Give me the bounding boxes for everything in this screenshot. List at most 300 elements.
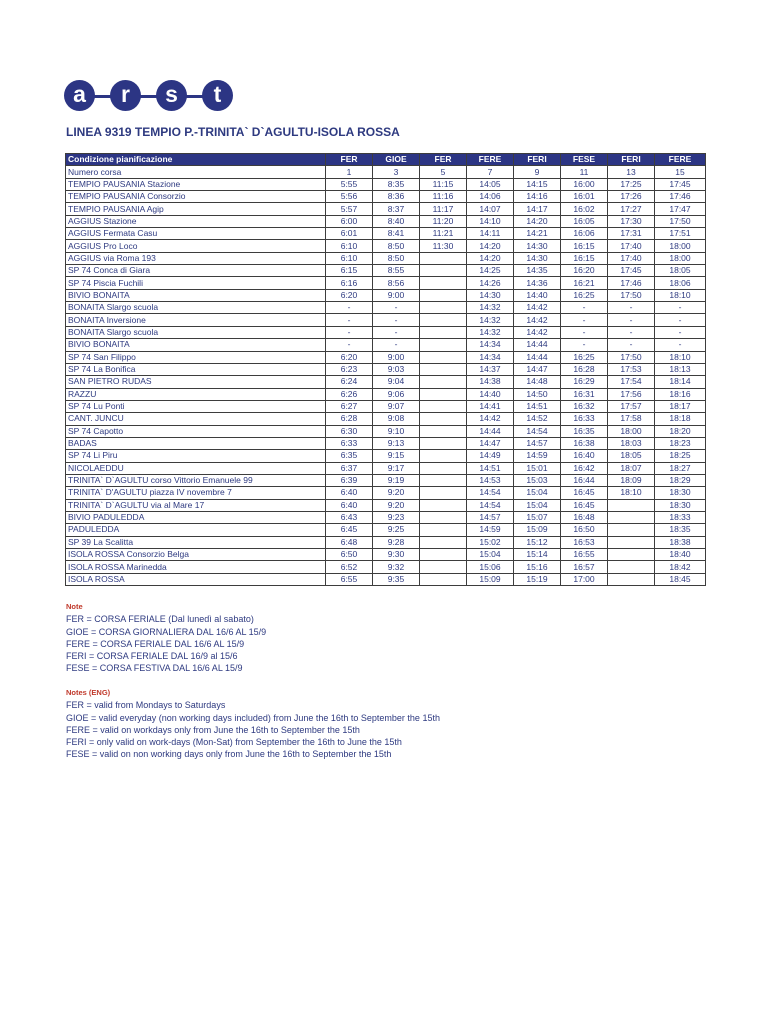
time-cell: - <box>608 302 655 314</box>
time-cell: 14:25 <box>467 265 514 277</box>
time-cell: 14:54 <box>514 425 561 437</box>
stop-name-cell: RAZZU <box>66 388 326 400</box>
time-cell: 9 <box>514 166 561 178</box>
time-cell: - <box>608 326 655 338</box>
time-cell: 14:37 <box>467 363 514 375</box>
time-cell <box>420 425 467 437</box>
time-cell <box>420 573 467 585</box>
time-cell: - <box>373 314 420 326</box>
logo-letter-a: a <box>64 80 95 111</box>
time-cell: 14:48 <box>514 376 561 388</box>
time-cell: 16:01 <box>561 191 608 203</box>
time-cell: - <box>655 302 706 314</box>
time-cell: - <box>326 339 373 351</box>
stop-name-cell: CANT. JUNCU <box>66 413 326 425</box>
time-cell <box>420 511 467 523</box>
time-cell: 6:52 <box>326 561 373 573</box>
time-cell: 17:46 <box>608 277 655 289</box>
time-cell: 16:15 <box>561 252 608 264</box>
timetable-header-row <box>66 154 706 166</box>
note-line: FERI = only valid on work-days (Mon-Sat) from September the 16th to June the 15th <box>66 737 402 748</box>
time-cell <box>420 339 467 351</box>
time-cell: 18:00 <box>655 252 706 264</box>
column-header: GIOE <box>373 154 420 166</box>
time-cell <box>420 487 467 499</box>
time-cell: 11:16 <box>420 191 467 203</box>
time-cell <box>420 376 467 388</box>
time-cell: 14:34 <box>467 351 514 363</box>
time-cell: 9:30 <box>373 549 420 561</box>
time-cell: 14:42 <box>514 326 561 338</box>
stop-name-cell: AGGIUS Fermata Casu <box>66 228 326 240</box>
table-row <box>66 400 706 412</box>
stop-name-cell: SP 74 La Bonifica <box>66 363 326 375</box>
time-cell: - <box>373 339 420 351</box>
note-line: GIOE = valid everyday (non working days included) from June the 16th to September the 15th <box>66 712 440 723</box>
time-cell: 15 <box>655 166 706 178</box>
time-cell: 15:16 <box>514 561 561 573</box>
time-cell: 14:51 <box>514 400 561 412</box>
time-cell: 14:57 <box>467 511 514 523</box>
stop-name-cell: ISOLA ROSSA <box>66 573 326 585</box>
time-cell: 18:30 <box>655 487 706 499</box>
time-cell: 14:47 <box>467 437 514 449</box>
time-cell: 18:27 <box>655 462 706 474</box>
time-cell: - <box>608 314 655 326</box>
time-cell: 17:45 <box>655 178 706 190</box>
stop-name-cell: SP 74 Capotto <box>66 425 326 437</box>
table-row <box>66 178 706 190</box>
time-cell: - <box>561 339 608 351</box>
time-cell: 6:10 <box>326 240 373 252</box>
time-cell: 16:28 <box>561 363 608 375</box>
time-cell: 8:50 <box>373 240 420 252</box>
time-cell: 6:23 <box>326 363 373 375</box>
time-cell: 18:23 <box>655 437 706 449</box>
stop-name-cell: AGGIUS Stazione <box>66 215 326 227</box>
time-cell: 17:56 <box>608 388 655 400</box>
table-row <box>66 228 706 240</box>
stop-name-cell: TRINITA` D`AGULTU corso Vittorio Emanuele 99 <box>66 474 326 486</box>
time-cell <box>608 573 655 585</box>
time-cell: 3 <box>373 166 420 178</box>
time-cell: 9:07 <box>373 400 420 412</box>
table-row <box>66 265 706 277</box>
time-cell: 9:28 <box>373 536 420 548</box>
column-header: FERI <box>514 154 561 166</box>
time-cell: 14:42 <box>467 413 514 425</box>
time-cell: 17:40 <box>608 240 655 252</box>
stop-name-cell: SP 39 La Scalitta <box>66 536 326 548</box>
table-row <box>66 437 706 449</box>
stop-name-cell: BONAITA Inversione <box>66 314 326 326</box>
time-cell: - <box>373 326 420 338</box>
time-cell <box>420 536 467 548</box>
note-line: FESE = valid on non working days only from June the 16th to September the 15th <box>66 749 392 760</box>
stop-name-cell: BIVIO BONAITA <box>66 339 326 351</box>
time-cell: 11:30 <box>420 240 467 252</box>
table-row <box>66 302 706 314</box>
time-cell: 16:25 <box>561 351 608 363</box>
time-cell: 6:55 <box>326 573 373 585</box>
time-cell: 14:30 <box>467 289 514 301</box>
time-cell: 9:03 <box>373 363 420 375</box>
time-cell: 14:44 <box>467 425 514 437</box>
time-cell <box>608 511 655 523</box>
time-cell: 17:26 <box>608 191 655 203</box>
time-cell: 9:13 <box>373 437 420 449</box>
stop-name-cell: BIVIO PADULEDDA <box>66 511 326 523</box>
time-cell <box>608 561 655 573</box>
time-cell: 14:20 <box>467 252 514 264</box>
time-cell: - <box>561 302 608 314</box>
time-cell: 6:26 <box>326 388 373 400</box>
time-cell: 9:25 <box>373 524 420 536</box>
time-cell <box>420 277 467 289</box>
table-row <box>66 487 706 499</box>
time-cell: - <box>608 339 655 351</box>
note-line: FERE = valid on workdays only from June the 16th to September the 15th <box>66 724 360 735</box>
time-cell: 17:00 <box>561 573 608 585</box>
time-cell: 18:29 <box>655 474 706 486</box>
time-cell: 16:06 <box>561 228 608 240</box>
stop-name-cell: TEMPIO PAUSANIA Agip <box>66 203 326 215</box>
stop-name-cell: BONAITA Slargo scuola <box>66 302 326 314</box>
time-cell <box>608 499 655 511</box>
time-cell: 11:21 <box>420 228 467 240</box>
table-row <box>66 462 706 474</box>
stop-name-cell: AGGIUS via Roma 193 <box>66 252 326 264</box>
logo-letter-t: t <box>202 80 233 111</box>
time-cell: 6:28 <box>326 413 373 425</box>
time-cell: 17:30 <box>608 215 655 227</box>
time-cell: 14:07 <box>467 203 514 215</box>
time-cell: 6:30 <box>326 425 373 437</box>
header-label: Condizione pianificazione <box>66 154 326 166</box>
time-cell: 6:40 <box>326 499 373 511</box>
time-cell: 5:56 <box>326 191 373 203</box>
time-cell: 16:29 <box>561 376 608 388</box>
time-cell: 14:53 <box>467 474 514 486</box>
time-cell: 15:12 <box>514 536 561 548</box>
logo-letter-r: r <box>110 80 141 111</box>
stop-name-cell: TEMPIO PAUSANIA Stazione <box>66 178 326 190</box>
time-cell <box>420 252 467 264</box>
time-cell: 16:44 <box>561 474 608 486</box>
time-cell: 14:40 <box>467 388 514 400</box>
time-cell: 6:45 <box>326 524 373 536</box>
table-row <box>66 425 706 437</box>
time-cell: 8:56 <box>373 277 420 289</box>
notes-italian <box>66 601 266 675</box>
time-cell: 6:16 <box>326 277 373 289</box>
time-cell: 14:36 <box>514 277 561 289</box>
time-cell: 18:20 <box>655 425 706 437</box>
note-line: FESE = CORSA FESTIVA DAL 16/6 AL 15/9 <box>66 663 243 674</box>
time-cell: 8:40 <box>373 215 420 227</box>
time-cell: 15:04 <box>514 487 561 499</box>
time-cell: 17:40 <box>608 252 655 264</box>
time-cell: 16:21 <box>561 277 608 289</box>
time-cell: 18:30 <box>655 499 706 511</box>
stop-name-cell: SP 74 Lu Ponti <box>66 400 326 412</box>
time-cell: 14:41 <box>467 400 514 412</box>
time-cell: 16:20 <box>561 265 608 277</box>
time-cell: 17:45 <box>608 265 655 277</box>
time-cell: 16:53 <box>561 536 608 548</box>
time-cell: 15:04 <box>514 499 561 511</box>
time-cell: 14:20 <box>467 240 514 252</box>
time-cell: 14:32 <box>467 302 514 314</box>
table-row <box>66 413 706 425</box>
time-cell: 18:07 <box>608 462 655 474</box>
time-cell: 15:19 <box>514 573 561 585</box>
time-cell: 18:25 <box>655 450 706 462</box>
time-cell: 6:39 <box>326 474 373 486</box>
time-cell: 9:10 <box>373 425 420 437</box>
notes-heading: Note <box>66 602 83 611</box>
logo-line <box>78 95 220 98</box>
time-cell: 9:32 <box>373 561 420 573</box>
time-cell: 17:46 <box>655 191 706 203</box>
time-cell: 17:57 <box>608 400 655 412</box>
time-cell: - <box>655 326 706 338</box>
time-cell: 18:18 <box>655 413 706 425</box>
page-title: LINEA 9319 TEMPIO P.-TRINITA` D`AGULTU-ISOLA ROSSA <box>66 125 400 139</box>
time-cell: - <box>326 314 373 326</box>
time-cell: 6:24 <box>326 376 373 388</box>
column-header: FER <box>326 154 373 166</box>
time-cell: 14:11 <box>467 228 514 240</box>
time-cell: 6:01 <box>326 228 373 240</box>
time-cell: 8:50 <box>373 252 420 264</box>
time-cell: 6:27 <box>326 400 373 412</box>
time-cell: 6:35 <box>326 450 373 462</box>
stop-name-cell: AGGIUS Pro Loco <box>66 240 326 252</box>
time-cell: 18:05 <box>608 450 655 462</box>
time-cell <box>420 265 467 277</box>
time-cell: 16:57 <box>561 561 608 573</box>
time-cell: 17:31 <box>608 228 655 240</box>
time-cell: 15:09 <box>514 524 561 536</box>
time-cell: 16:25 <box>561 289 608 301</box>
time-cell: 18:35 <box>655 524 706 536</box>
table-row <box>66 314 706 326</box>
time-cell: - <box>326 326 373 338</box>
time-cell: 14:59 <box>514 450 561 462</box>
stop-name-cell: BONAITA Slargo scuola <box>66 326 326 338</box>
note-line: GIOE = CORSA GIORNALIERA DAL 16/6 AL 15/9 <box>66 626 267 637</box>
time-cell: 14:44 <box>514 339 561 351</box>
table-row <box>66 474 706 486</box>
stop-name-cell: PADULEDDA <box>66 524 326 536</box>
time-cell: 6:00 <box>326 215 373 227</box>
time-cell: 8:55 <box>373 265 420 277</box>
table-row <box>66 277 706 289</box>
time-cell: 17:53 <box>608 363 655 375</box>
time-cell: 18:14 <box>655 376 706 388</box>
time-cell <box>420 450 467 462</box>
table-row <box>66 573 706 585</box>
time-cell: 18:00 <box>655 240 706 252</box>
time-cell: - <box>561 326 608 338</box>
column-header: FERI <box>608 154 655 166</box>
time-cell: 13 <box>608 166 655 178</box>
time-cell: 6:43 <box>326 511 373 523</box>
stop-name-cell: NICOLAEDDU <box>66 462 326 474</box>
time-cell <box>420 524 467 536</box>
time-cell: 17:47 <box>655 203 706 215</box>
time-cell <box>420 474 467 486</box>
stop-name-cell: SAN PIETRO RUDAS <box>66 376 326 388</box>
time-cell: 15:14 <box>514 549 561 561</box>
table-row <box>66 511 706 523</box>
time-cell: 16:05 <box>561 215 608 227</box>
time-cell: 14:35 <box>514 265 561 277</box>
time-cell <box>420 314 467 326</box>
time-cell: 14:17 <box>514 203 561 215</box>
time-cell: 16:00 <box>561 178 608 190</box>
table-row <box>66 191 706 203</box>
time-cell: 16:42 <box>561 462 608 474</box>
time-cell: 9:35 <box>373 573 420 585</box>
note-line: FER = valid from Mondays to Saturdays <box>66 700 226 711</box>
time-cell: 14:54 <box>467 499 514 511</box>
time-cell: 9:17 <box>373 462 420 474</box>
time-cell: 16:02 <box>561 203 608 215</box>
time-cell: 8:41 <box>373 228 420 240</box>
time-cell: 6:20 <box>326 289 373 301</box>
time-cell: 17:51 <box>655 228 706 240</box>
time-cell: 16:45 <box>561 487 608 499</box>
time-cell: 14:38 <box>467 376 514 388</box>
time-cell: 17:50 <box>608 289 655 301</box>
time-cell: 18:38 <box>655 536 706 548</box>
time-cell: 9:04 <box>373 376 420 388</box>
time-cell: - <box>561 314 608 326</box>
time-cell: 18:40 <box>655 549 706 561</box>
time-cell: 16:32 <box>561 400 608 412</box>
time-cell: 16:40 <box>561 450 608 462</box>
time-cell: 1 <box>326 166 373 178</box>
time-cell: 18:10 <box>655 289 706 301</box>
table-row <box>66 166 706 178</box>
notes-heading: Notes (ENG) <box>66 688 111 697</box>
time-cell: 14:54 <box>467 487 514 499</box>
table-row <box>66 549 706 561</box>
time-cell: 8:36 <box>373 191 420 203</box>
time-cell: - <box>655 314 706 326</box>
time-cell: 6:10 <box>326 252 373 264</box>
table-row <box>66 203 706 215</box>
time-cell <box>420 400 467 412</box>
time-cell: 11 <box>561 166 608 178</box>
time-cell: 5:57 <box>326 203 373 215</box>
time-cell: 18:45 <box>655 573 706 585</box>
table-row <box>66 376 706 388</box>
time-cell: 6:40 <box>326 487 373 499</box>
time-cell: 16:38 <box>561 437 608 449</box>
time-cell: 14:34 <box>467 339 514 351</box>
time-cell <box>420 549 467 561</box>
time-cell: 9:20 <box>373 499 420 511</box>
arst-logo <box>64 80 234 112</box>
time-cell: 5:55 <box>326 178 373 190</box>
time-cell: 9:00 <box>373 289 420 301</box>
time-cell: 15:07 <box>514 511 561 523</box>
time-cell: 15:01 <box>514 462 561 474</box>
time-cell: 14:40 <box>514 289 561 301</box>
time-cell: 14:30 <box>514 252 561 264</box>
time-cell: 17:27 <box>608 203 655 215</box>
time-cell: 14:52 <box>514 413 561 425</box>
column-header: FERE <box>655 154 706 166</box>
time-cell: 8:35 <box>373 178 420 190</box>
time-cell <box>420 499 467 511</box>
table-row <box>66 240 706 252</box>
notes-english <box>66 687 440 761</box>
table-row <box>66 536 706 548</box>
time-cell <box>420 413 467 425</box>
note-line: FER = CORSA FERIALE (Dal lunedì al sabato) <box>66 614 254 625</box>
stop-name-cell: Numero corsa <box>66 166 326 178</box>
time-cell <box>420 289 467 301</box>
time-cell: 18:05 <box>655 265 706 277</box>
time-cell <box>608 536 655 548</box>
time-cell: 16:55 <box>561 549 608 561</box>
time-cell: 14:50 <box>514 388 561 400</box>
time-cell: 14:42 <box>514 314 561 326</box>
time-cell <box>608 549 655 561</box>
time-cell: 18:16 <box>655 388 706 400</box>
table-row <box>66 252 706 264</box>
time-cell: 14:59 <box>467 524 514 536</box>
table-row <box>66 326 706 338</box>
stop-name-cell: BIVIO BONAITA <box>66 289 326 301</box>
time-cell: 9:08 <box>373 413 420 425</box>
time-cell: 14:57 <box>514 437 561 449</box>
time-cell: 16:48 <box>561 511 608 523</box>
column-header: FER <box>420 154 467 166</box>
stop-name-cell: SP 74 Piscia Fuchili <box>66 277 326 289</box>
table-row <box>66 450 706 462</box>
time-cell: 11:20 <box>420 215 467 227</box>
time-cell: 6:15 <box>326 265 373 277</box>
time-cell <box>420 437 467 449</box>
stop-name-cell: SP 74 Li Piru <box>66 450 326 462</box>
stop-name-cell: TRINITA` D'AGULTU piazza IV novembre 7 <box>66 487 326 499</box>
stop-name-cell: BADAS <box>66 437 326 449</box>
time-cell: - <box>326 302 373 314</box>
time-cell: 7 <box>467 166 514 178</box>
stop-name-cell: SP 74 Conca di Giara <box>66 265 326 277</box>
time-cell: - <box>373 302 420 314</box>
time-cell: 14:42 <box>514 302 561 314</box>
time-cell: 8:37 <box>373 203 420 215</box>
time-cell: 18:13 <box>655 363 706 375</box>
time-cell: 16:35 <box>561 425 608 437</box>
time-cell: 6:33 <box>326 437 373 449</box>
time-cell <box>420 326 467 338</box>
time-cell: 15:06 <box>467 561 514 573</box>
time-cell: 9:06 <box>373 388 420 400</box>
time-cell: 14:21 <box>514 228 561 240</box>
time-cell <box>420 363 467 375</box>
time-cell: 11:15 <box>420 178 467 190</box>
time-cell: 18:00 <box>608 425 655 437</box>
time-cell <box>420 302 467 314</box>
time-cell: 17:54 <box>608 376 655 388</box>
